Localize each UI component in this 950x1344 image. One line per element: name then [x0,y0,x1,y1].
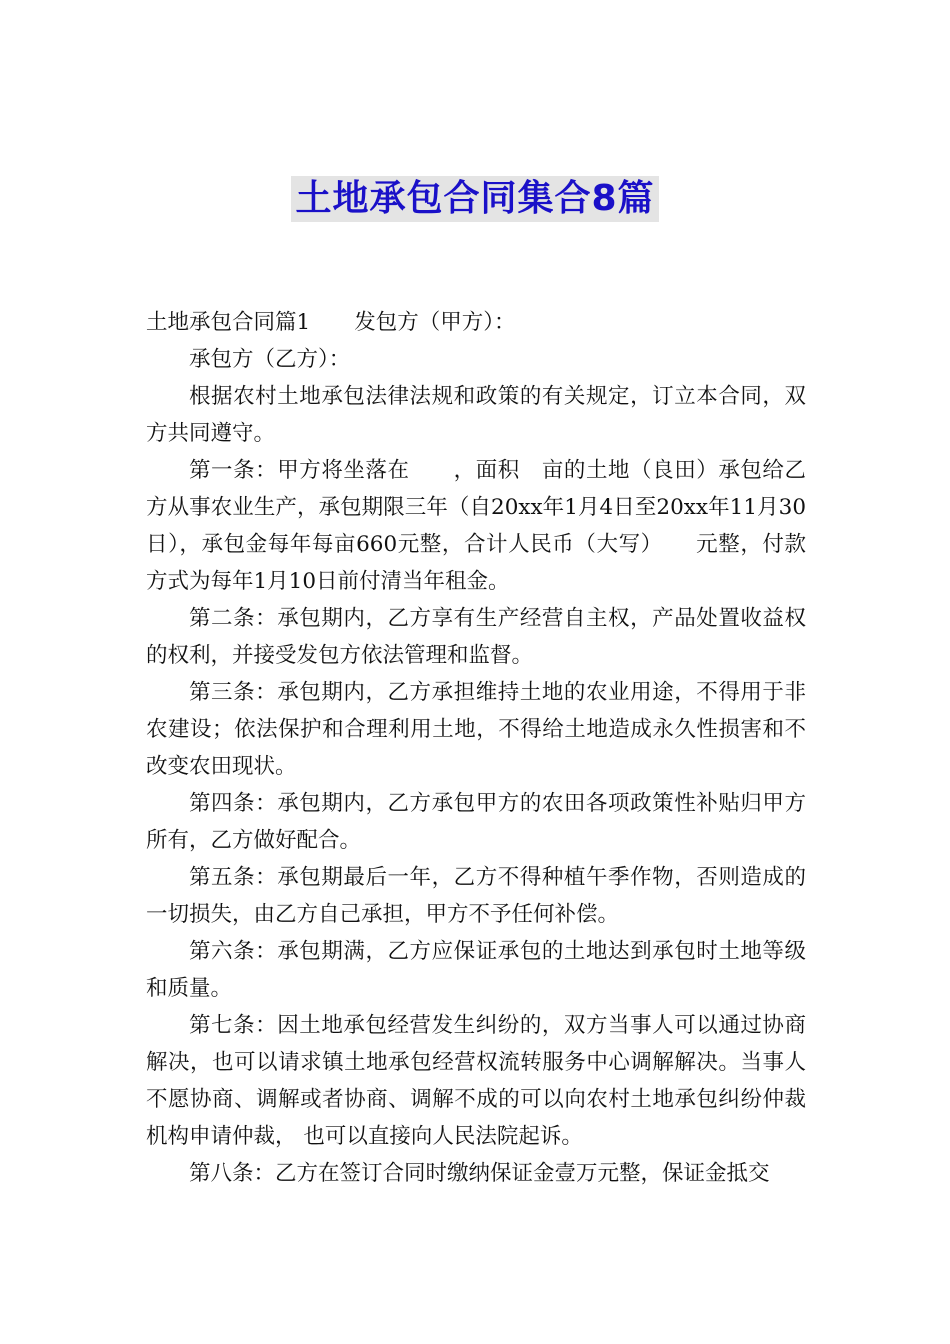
paragraph: 第六条：承包期满，乙方应保证承包的土地达到承包时土地等级和质量。 [146,939,806,1001]
paragraph: 第五条：承包期最后一年，乙方不得种植午季作物，否则造成的一切损失，由乙方自己承担，甲方不予任何补偿。 [146,865,806,927]
paragraph: 第八条：乙方在签订合同时缴纳保证金壹万元整，保证金抵交 [189,1161,770,1186]
section-label: 土地承包合同篇1 [146,310,311,335]
heading-line [146,304,806,341]
document-body [146,304,806,1192]
paragraph: 第一条：甲方将坐落在 ，面积 亩的土地（良田）承包给乙方从事农业生产，承包期限三年（自20xx年1月4日至20xx年11月30日），承包金每年每亩660元整，合计人民币（大写） 元整，付款方式为每年1月10日前付清当年租金。 [146,458,806,594]
paragraph: 第四条：承包期内，乙方承包甲方的农田各项政策性补贴归甲方所有，乙方做好配合。 [146,791,806,853]
document-title: 土地承包合同集合8篇 [291,176,658,222]
paragraph: 第七条：因土地承包经营发生纠纷的，双方当事人可以通过协商解决，也可以请求镇土地承包经营权流转服务中心调解解决。当事人不愿协商、调解或者协商、调解不成的可以向农村土地承包纠纷仲裁机构申请仲裁， 也可以直接向人民法院起诉。 [146,1013,806,1149]
paragraph: 第三条：承包期内，乙方承担维持土地的农业用途，不得用于非农建设；依法保护和合理利用土地，不得给土地造成永久性损害和不改变农田现状。 [146,680,806,779]
title-wrap [0,176,950,222]
paragraph: 承包方（乙方）： [189,347,351,372]
paragraph: 第二条：承包期内，乙方享有生产经营自主权，产品处置收益权的权利，并接受发包方依法管理和监督。 [146,606,806,668]
heading-text: 发包方（甲方）： [354,310,516,335]
paragraph: 根据农村土地承包法律法规和政策的有关规定，订立本合同，双方共同遵守。 [146,384,806,446]
